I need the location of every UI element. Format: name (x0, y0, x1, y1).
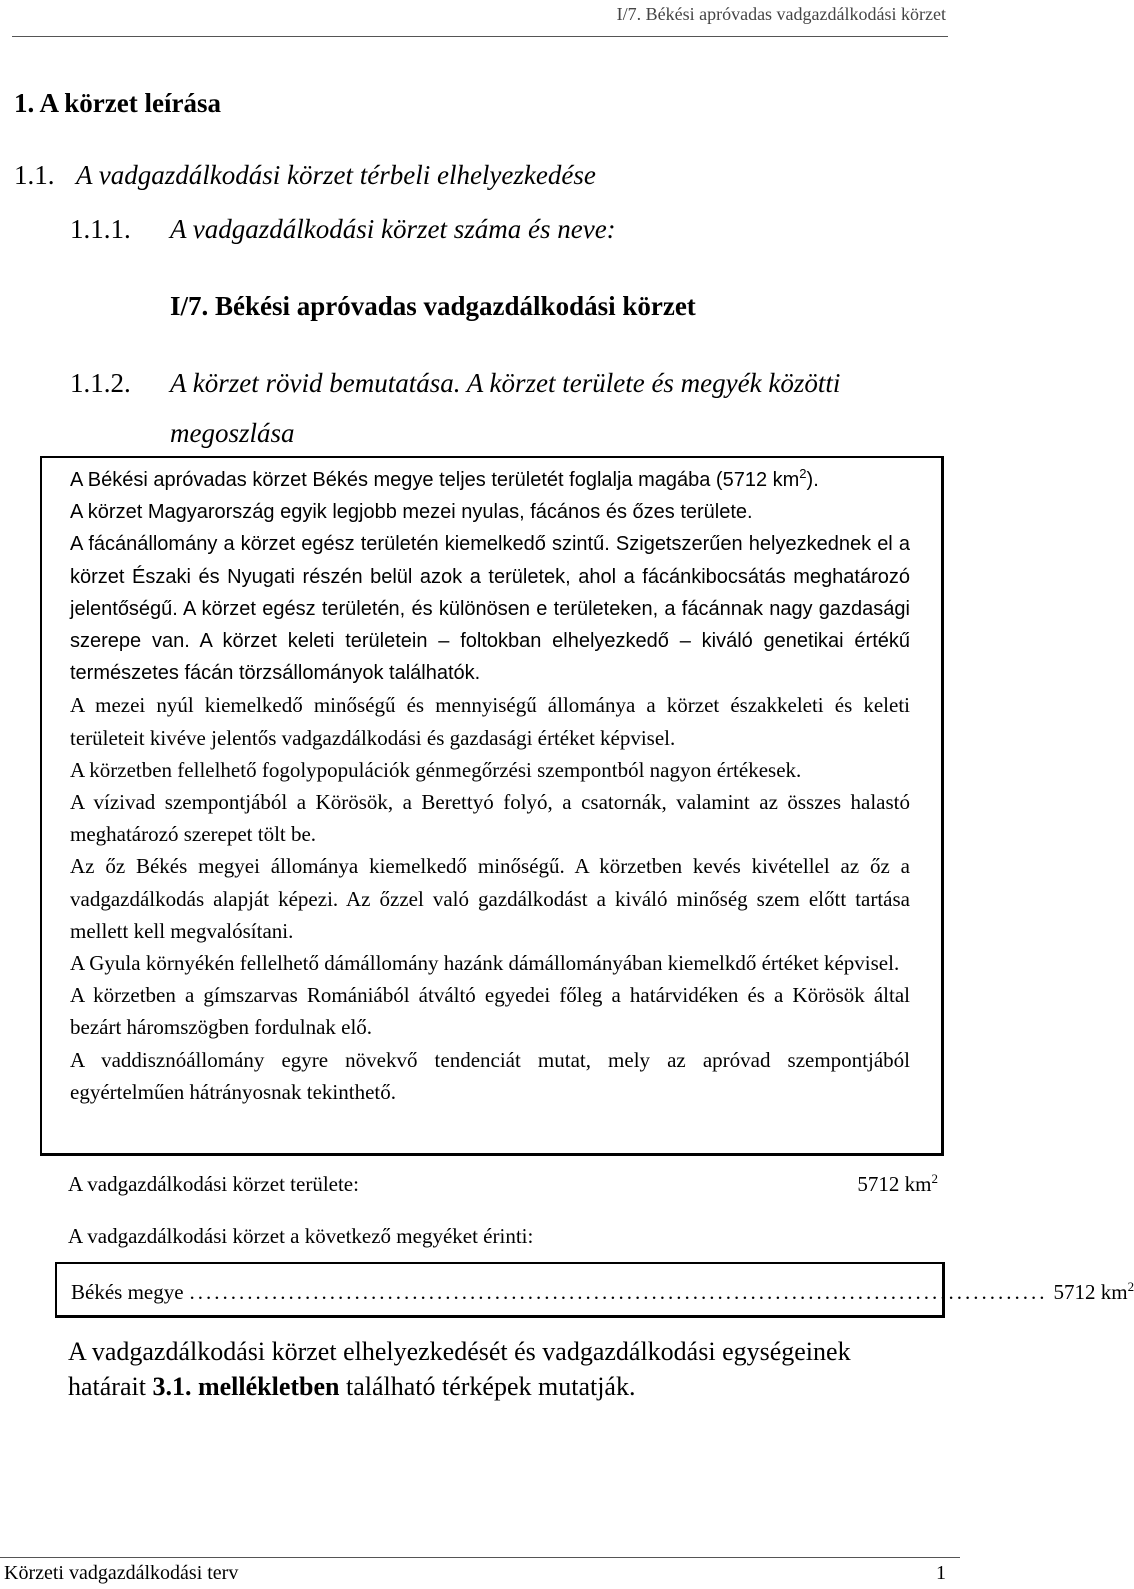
section-heading: 1. A körzet leírása (14, 88, 221, 118)
subsubsection-title-2-cont: megoszlása (170, 418, 295, 448)
subsubsection-title-2: A körzet rövid bemutatása. A körzet területe és megyék közötti (170, 368, 841, 398)
description-paragraph: A Békési apróvadas körzet Békés megye teljes területét foglalja magába (5712 $km^2$). (70, 466, 819, 491)
header-rule (12, 36, 948, 37)
description-paragraph: A Gyula környékén fellelhető dámállomány hazánk dámállományában kiemelkdő értéket képvisel. (70, 951, 900, 976)
footer-title: Körzeti vadgazdálkodási terv (4, 1562, 239, 1584)
counties-label: A vadgazdálkodási körzet a következő megyéket érinti: (68, 1224, 534, 1248)
subsection-title: A vadgazdálkodási körzet térbeli elhelyezkedése (76, 160, 596, 190)
description-paragraph: A körzet Magyarország egyik legjobb mezei nyulas, fácános és őzes területe. (70, 501, 753, 524)
description-paragraph: A vízivad szempontjából a Körösök, a Berettyó folyó, a csatornák, valamint az összes halastó meghatározó szerepet tölt be. (70, 790, 910, 847)
subsubsection-title-1: A vadgazdálkodási körzet száma és neve: (170, 214, 616, 244)
subsection-number: 1.1. (14, 160, 55, 190)
county-row (71, 1279, 1134, 1305)
county-name: Békés megye (71, 1280, 184, 1304)
subsubsection-number-2: 1.1.2. (70, 368, 131, 398)
leader-dots: ........................................................................................................ (189, 1280, 1048, 1304)
subsection-heading (14, 160, 596, 191)
area-label: A vadgazdálkodási körzet területe: (68, 1172, 359, 1196)
subsubsection-number-1: 1.1.1. (70, 214, 131, 244)
district-name: I/7. Békési apróvadas vadgazdálkodási körzet (170, 291, 696, 321)
description-box (40, 456, 944, 1156)
description-text (70, 464, 910, 1108)
running-header: I/7. Békési apróvadas vadgazdálkodási körzet (616, 4, 946, 24)
description-paragraph: A vaddisznóállomány egyre növekvő tendenciát mutat, mely az apróvad szempontjából egyértelműen hátrányosnak tekinthető. (70, 1047, 910, 1104)
area-value: 5712 $km^2$ (857, 1171, 938, 1196)
description-paragraph: A fácánállomány a körzet egész területén kiemelkedő szintű. Szigetszerűen helyezkednek el a körzet Északi és Nyugati részén belül azok a területek, ahol a fácánkibocsátás meghatározó jelentőségű. A körzet egész területén, és különösen e területeken, a fácánnak nagy gazdasági szerepe van. A körzet keleti területein – foltokban elhelyezkedő – kiváló genetikai értékű természetes fácán törzsállományok találhatók. (70, 533, 910, 685)
county-area: 5712 $km^2$ (1053, 1279, 1134, 1304)
description-paragraph: A mezei nyúl kiemelkedő minőségű és mennyiségű állománya a körzet északkeleti és keleti területeit kivéve jelentős vadgazdálkodási és gazdasági értéket képvisel. (70, 693, 910, 750)
area-row (68, 1172, 938, 1197)
footer-rule (0, 1557, 960, 1558)
county-box (55, 1262, 1134, 1318)
closing-paragraph: A vadgazdálkodási körzet elhelyezkedését és vadgazdálkodási egységeinek határait 3.1. mellékletben található térképek mutatják. (68, 1337, 851, 1401)
appendix-reference: 3.1. mellékletben (152, 1372, 340, 1401)
description-paragraph: A körzetben fellelhető fogolypopulációk génmegőrzési szempontból nagyon értékesek. (70, 757, 802, 782)
page-number: 1 (936, 1562, 946, 1584)
description-paragraph: Az őz Békés megyei állománya kiemelkedő minőségű. A körzetben kevés kivétellel az őz a vadgazdálkodás alapját képezi. Az őzzel való gazdálkodást a kiváló minőség szem előtt tartása mellett kell megvalósítani. (70, 854, 910, 943)
description-paragraph: A körzetben a gímszarvas Romániából átváltó egyedei főleg a határvidéken és a Körösök által bezárt háromszögben fordulnak elő. (70, 983, 910, 1040)
